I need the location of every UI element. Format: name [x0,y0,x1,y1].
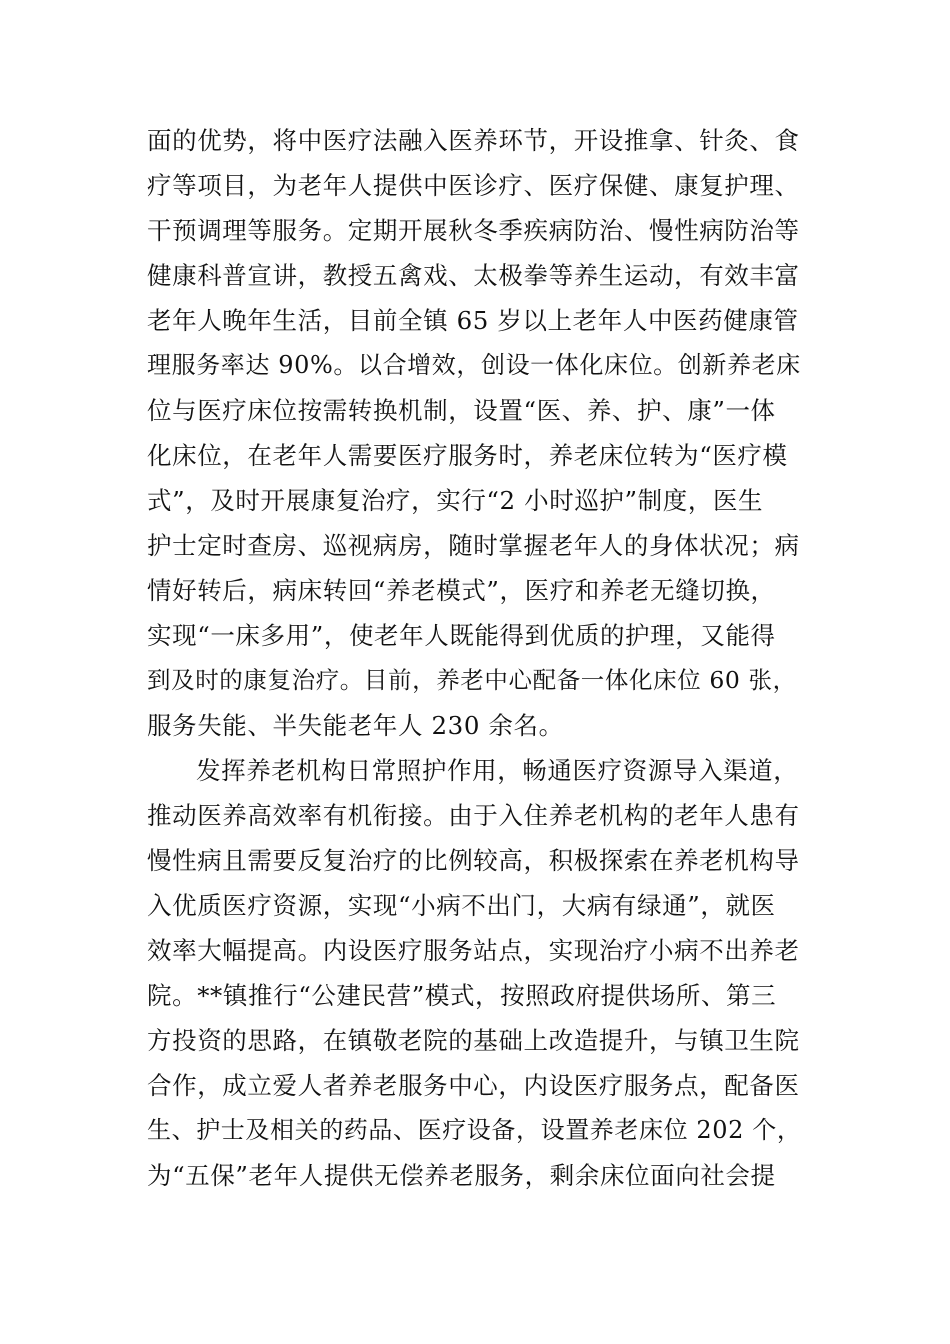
text-line: 干预调理等服务。定期开展秋冬季疾病防治、慢性病防治等 [147,216,800,245]
text-line: 推动医养高效率有机衔接。由于入住养老机构的老年人患有 [147,801,800,830]
text-line: 式”，及时开展康复治疗，实行“2 小时巡护”制度，医生 [147,486,764,515]
text-line: 健康科普宣讲，教授五禽戏、太极拳等养生运动，有效丰富 [147,261,800,290]
text-line: 护士定时查房、巡视病房，随时掌握老年人的身体状况；病 [147,531,800,560]
text-line: 为“五保”老年人提供无偿养老服务，剩余床位面向社会提 [147,1161,776,1190]
paragraph-first-line: 发挥养老机构日常照护作用，畅通医疗资源导入渠道， [196,756,799,785]
text-line: 服务失能、半失能老年人 230 余名。 [147,711,564,740]
text-line: 慢性病且需要反复治疗的比例较高，积极探索在养老机构导 [147,846,800,875]
text-line: 合作，成立爱人者养老服务中心，内设医疗服务点，配备医 [147,1071,800,1100]
text-line: 入优质医疗资源，实现“小病不出门，大病有绿通”，就医 [147,891,776,920]
text-line: 到及时的康复治疗。目前，养老中心配备一体化床位 60 张， [147,666,797,694]
text-line: 方投资的思路，在镇敬老院的基础上改造提升，与镇卫生院 [147,1026,800,1055]
text-line: 位与医疗床位按需转换机制，设置“医、养、护、康”一体 [147,396,776,425]
text-line: 疗等项目，为老年人提供中医诊疗、医疗保健、康复护理、 [147,171,800,200]
text-line: 情好转后，病床转回“养老模式”，医疗和养老无缝切换， [147,576,776,605]
text-line: 生、护士及相关的药品、医疗设备，设置养老床位 202 个， [147,1116,802,1144]
text-line: 化床位，在老年人需要医疗服务时，养老床位转为“医疗模 [147,441,788,470]
text-line: 理服务率达 90%。以合增效，创设一体化床位。创新养老床 [147,351,801,379]
text-line: 院。**镇推行“公建民营”模式，按照政府提供场所、第三 [147,981,777,1010]
text-line: 面的优势，将中医疗法融入医养环节，开设推拿、针灸、食 [147,126,800,155]
text-line: 效率大幅提高。内设医疗服务站点，实现治疗小病不出养老 [147,936,800,965]
text-line: 实现“一床多用”，使老年人既能得到优质的护理，又能得 [147,621,776,650]
text-line: 老年人晚年生活，目前全镇 65 岁以上老年人中医药健康管 [147,306,799,335]
